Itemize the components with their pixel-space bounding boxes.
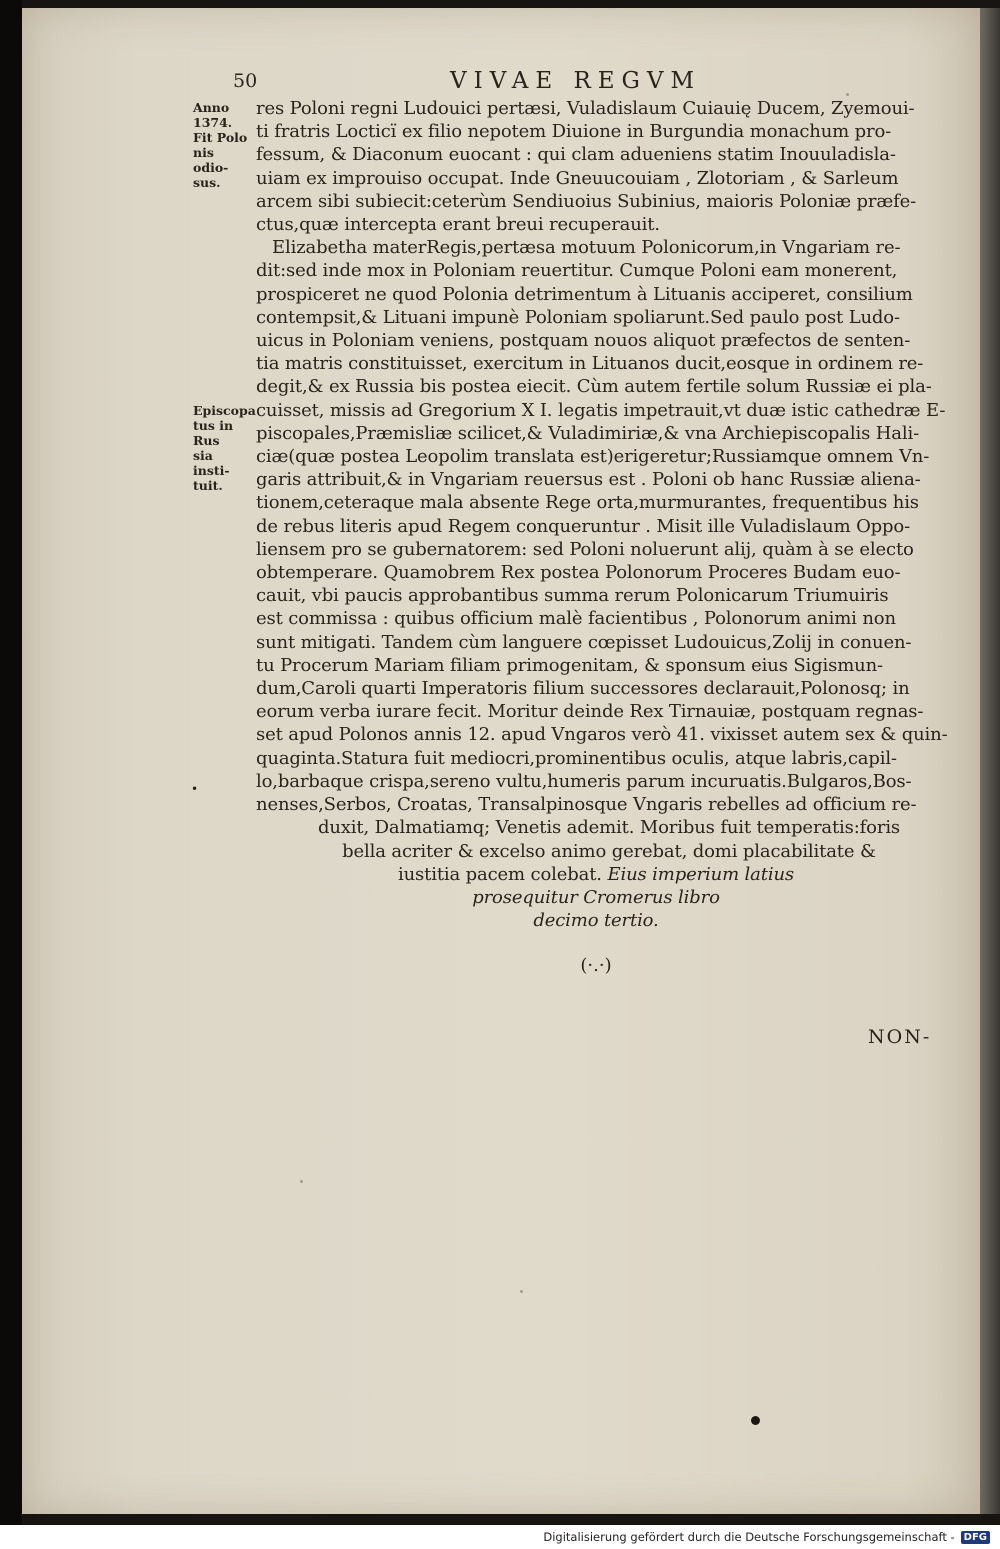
- text-line: sunt mitigati. Tandem cùm languere cœpisset Ludouicus,Zolij in conuen-: [256, 631, 912, 653]
- text-line: tionem,ceteraque mala absente Rege orta,murmurantes, frequentibus his: [256, 492, 919, 514]
- text-line: cuisset, missis ad Gregorium X I. legatis impetrauit,vt duæ istic cathedræ E-: [256, 399, 946, 421]
- text-line: nenses,Serbos, Croatas, Transalpinosque Vngaris rebelles ad officium re-: [256, 794, 917, 816]
- margin-note-line: sus.: [193, 175, 221, 190]
- closing-line: prosequitur Cromerus libro: [472, 886, 720, 908]
- margin-note-anno: [193, 100, 249, 190]
- digitization-footer: [0, 1525, 1000, 1549]
- closing-text: iustitia pacem colebat.: [398, 863, 602, 885]
- text-line: degit,& ex Russia bis postea eiecit. Cùm autem fertile solum Russiæ ei pla-: [256, 376, 932, 398]
- text-line: obtemperare. Quamobrem Rex postea Polonorum Proceres Budam euo-: [256, 562, 901, 584]
- text-line: piscopales,Præmisliæ scilicet,& Vuladimiriæ,& vna Archiepiscopalis Hali-: [256, 422, 919, 444]
- text-line: ti fratris Locticï ex filio nepotem Diuione in Burgundia monachum pro-: [256, 121, 892, 143]
- text-line: duxit, Dalmatiamq; Venetis ademit. Moribus fuit temperatis:foris: [317, 817, 901, 839]
- footer-credit: Digitalisierung gefördert durch die Deutsche Forschungsgemeinschaft -: [543, 1530, 955, 1544]
- page-number: 50: [233, 70, 258, 92]
- margin-note-line: Fit Polo: [193, 130, 248, 145]
- text-line: garis attribuit,& in Vngariam reuersus est . Poloni ob hanc Russiæ aliena-: [256, 469, 921, 491]
- ink-spot: [751, 1416, 760, 1425]
- catchword: NON-: [868, 1026, 932, 1048]
- scan-left-border: [0, 0, 22, 1525]
- text-line-paragraph-start: Elizabetha materRegis,pertæsa motuum Polonicorum,in Vngariam re-: [272, 237, 901, 259]
- text-line: quaginta.Statura fuit mediocri,prominentibus oculis, atque labris,capil-: [256, 747, 897, 769]
- text-line: est commissa : quibus officium malè facientibus , Polonorum animi non: [256, 608, 896, 630]
- paper-speck: [520, 1290, 523, 1293]
- margin-note-episcopatus: [193, 403, 256, 493]
- margin-note-line: tuit.: [193, 478, 223, 493]
- text-line: cauit, vbi paucis approbantibus summa rerum Polonicarum Triumuiris: [256, 585, 889, 607]
- margin-note-line: sia insti-: [193, 448, 230, 478]
- paper-speck: [300, 1180, 303, 1183]
- text-line: tia matris constituisset, exercitum in Lituanos ducit,eosque in ordinem re-: [256, 353, 924, 375]
- text-line: dit:sed inde mox in Poloniam reuertitur. Cumque Poloni eam monerent,: [256, 260, 898, 282]
- text-line: lo,barbaque crispa,sereno vultu,humeris parum incuruatis.Bulgaros,Bos-: [256, 770, 912, 792]
- text-line: set apud Polonos annis 12. apud Vngaros verò 41. vixisset autem sex & quin-: [256, 724, 948, 746]
- margin-note-line: nis odio-: [193, 145, 229, 175]
- text-line: ciæ(quæ postea Leopolim translata est)erigeretur;Russiamque omnem Vn-: [256, 446, 930, 468]
- dfg-logo[interactable]: DFG: [961, 1531, 990, 1544]
- text-line: res Poloni regni Ludouici pertæsi, Vuladislaum Cuiauię Ducem, Zyemoui-: [256, 98, 915, 119]
- text-line: eorum verba iurare fecit. Moritur deinde Rex Tirnauiæ, postquam regnas-: [256, 701, 924, 723]
- margin-note-line: tus in Rus: [193, 418, 234, 448]
- body-text: [256, 97, 948, 932]
- margin-note-line: 1374.: [193, 115, 233, 130]
- text-line: uiam ex improuiso occupat. Inde Gneuucouiam , Zlotoriam , & Sarleum: [256, 167, 899, 189]
- closing-line: decimo tertio.: [533, 910, 659, 932]
- text-line: liensem pro se gubernatorem: sed Poloni noluerunt alij, quàm à se electo: [256, 538, 914, 560]
- running-head: VIVAE REGVM: [450, 68, 702, 94]
- text-line: de rebus literis apud Regem conqueruntur . Misit ille Vuladislaum Oppo-: [256, 515, 911, 537]
- margin-mark: •: [191, 782, 199, 796]
- book-page-edge: [980, 8, 1000, 1514]
- text-line: fessum, & Diaconum euocant : qui clam adueniens statim Inouuladisla-: [256, 144, 896, 166]
- text-line: bella acriter & excelso animo gerebat, domi placabilitate &: [342, 840, 876, 862]
- text-line: arcem sibi subiecit:ceterùm Sendiuoius Subinius, maioris Poloniæ præfe-: [256, 190, 917, 212]
- section-end-ornament: (·.·): [580, 955, 612, 976]
- paper-speck: [846, 93, 849, 96]
- text-line: prospiceret ne quod Polonia detrimentum à Lituanis acciperet, consilium: [256, 283, 913, 305]
- text-line: dum,Caroli quarti Imperatoris filium successores declarauit,Polonosq; in: [256, 678, 910, 700]
- text-line: ctus,quæ intercepta erant breui recuperauit.: [256, 214, 660, 236]
- closing-italic-text: Eius imperium latius: [607, 863, 794, 885]
- margin-note-line: Episcopa: [193, 403, 256, 418]
- text-line: uicus in Poloniam veniens, postquam nouos aliquot præfectos de senten-: [256, 330, 911, 352]
- text-line: contempsit,& Lituani impunè Poloniam spoliarunt.Sed paulo post Ludo-: [256, 306, 900, 328]
- text-line: tu Procerum Mariam filiam primogenitam, & sponsum eius Sigismun-: [256, 654, 883, 676]
- closing-line: [256, 863, 936, 886]
- margin-note-line: Anno: [193, 100, 230, 115]
